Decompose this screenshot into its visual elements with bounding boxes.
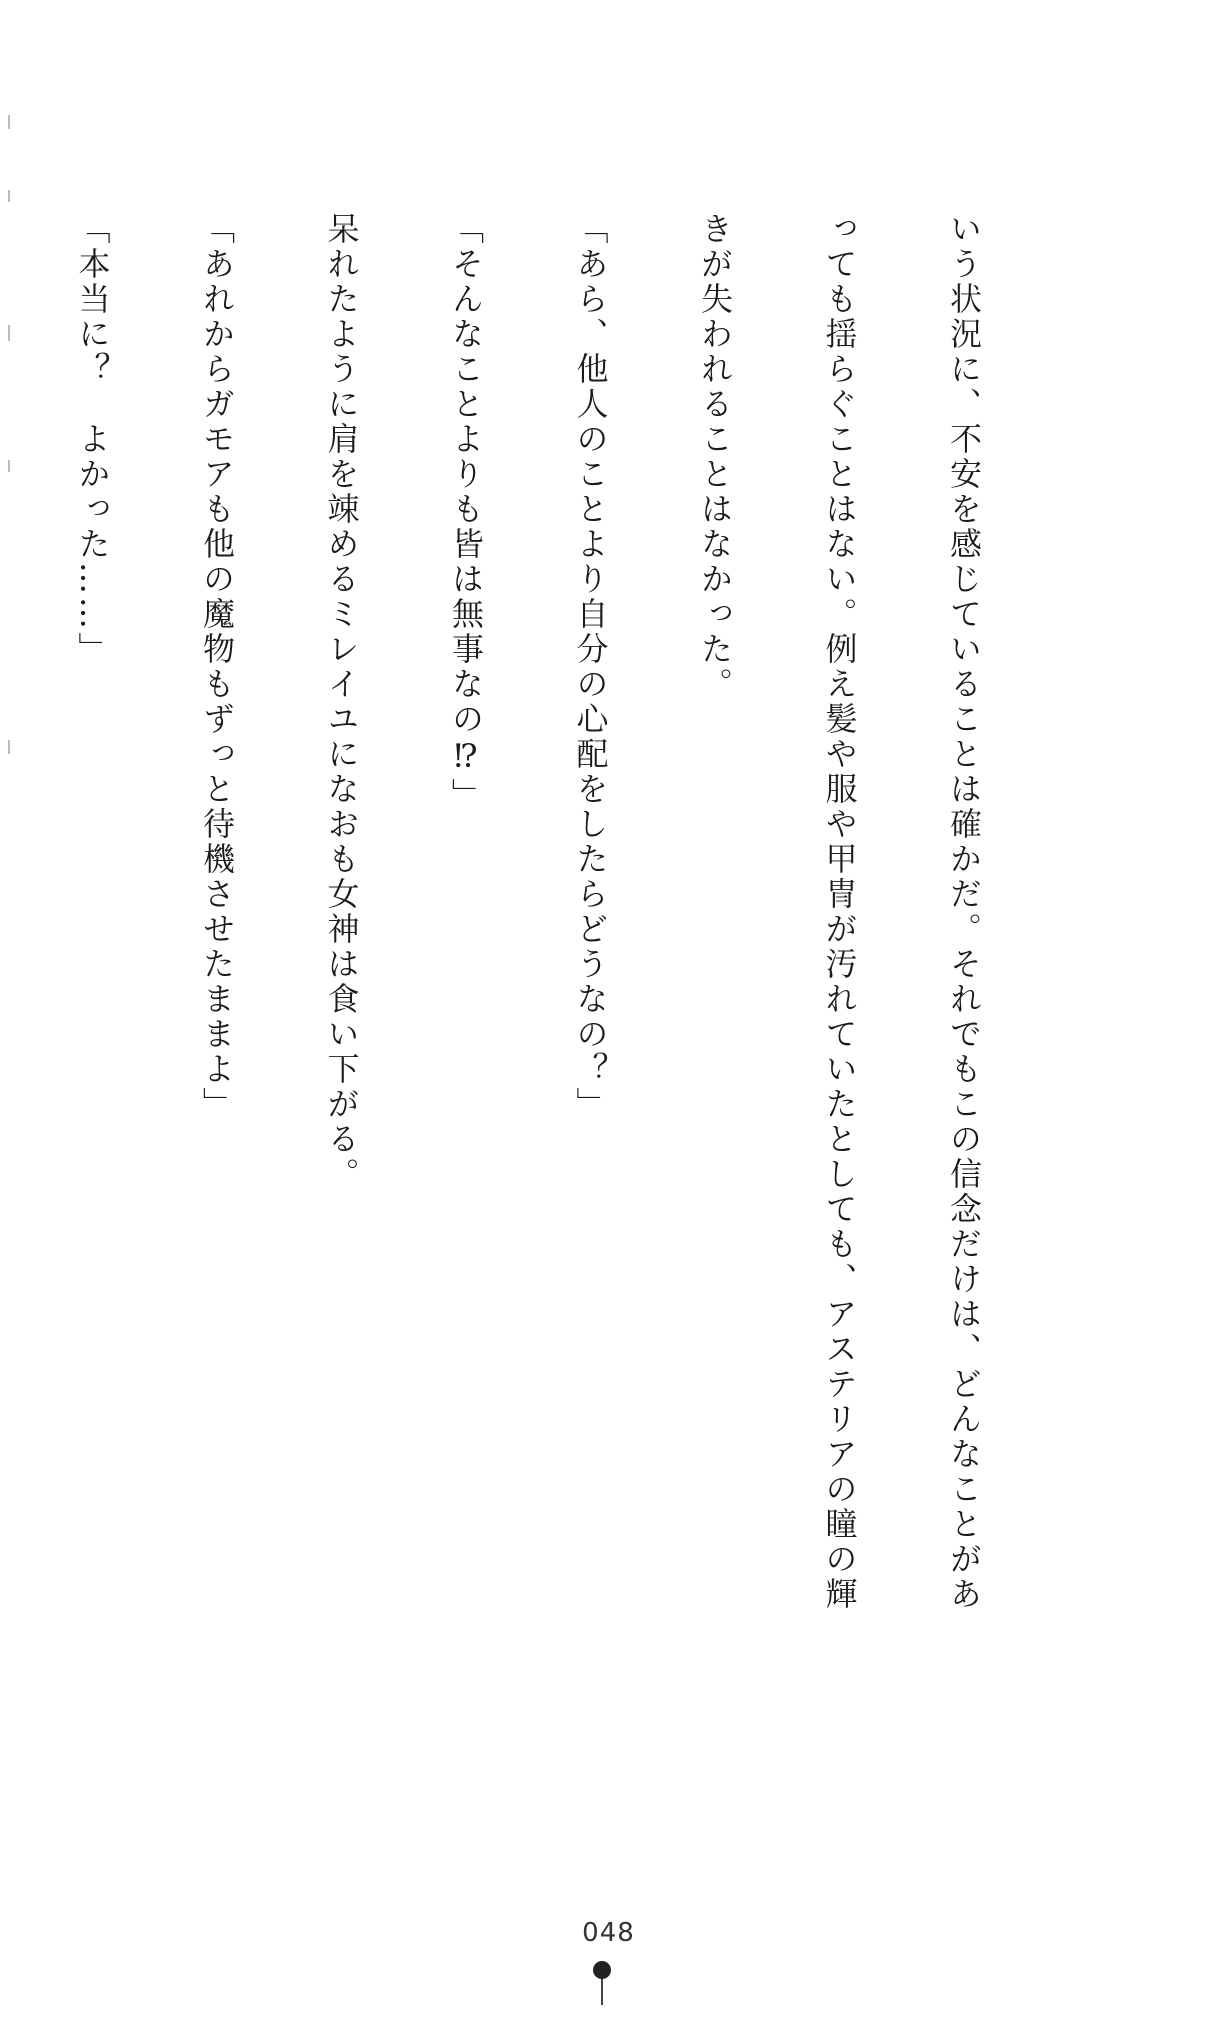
vertical-text-body xyxy=(0,212,1067,1752)
text-line: 「本当に？ よかった……」 xyxy=(73,212,112,667)
text-line: っても揺らぐことはない。例え髪や服や甲冑が汚れていたとしても、アステリアの瞳の輝 xyxy=(820,212,859,1612)
scan-mark xyxy=(8,190,10,202)
text-line: 「そんなことよりも皆は無事なの⁉」 xyxy=(447,212,485,813)
page-marker-stem xyxy=(601,1979,603,2005)
text-line: きが失われることはなかった。 xyxy=(696,212,734,702)
text-line: 呆れたように肩を竦めるミレイユになおも女神は食い下がる。 xyxy=(322,212,361,1192)
text-line: 「あら、他人のことより自分の心配をしたらどうなの？」 xyxy=(571,212,610,1122)
text-line: 「あれからガモアも他の魔物もずっと待機させたままよ」 xyxy=(198,212,236,1122)
page-number: 048 xyxy=(582,1918,635,1948)
text-line: いう状況に、不安を感じていることは確かだ。それでもこの信念だけは、どんなことがあ xyxy=(945,212,983,1612)
page-marker-dot-icon xyxy=(593,1961,611,1979)
scan-mark xyxy=(8,115,10,129)
